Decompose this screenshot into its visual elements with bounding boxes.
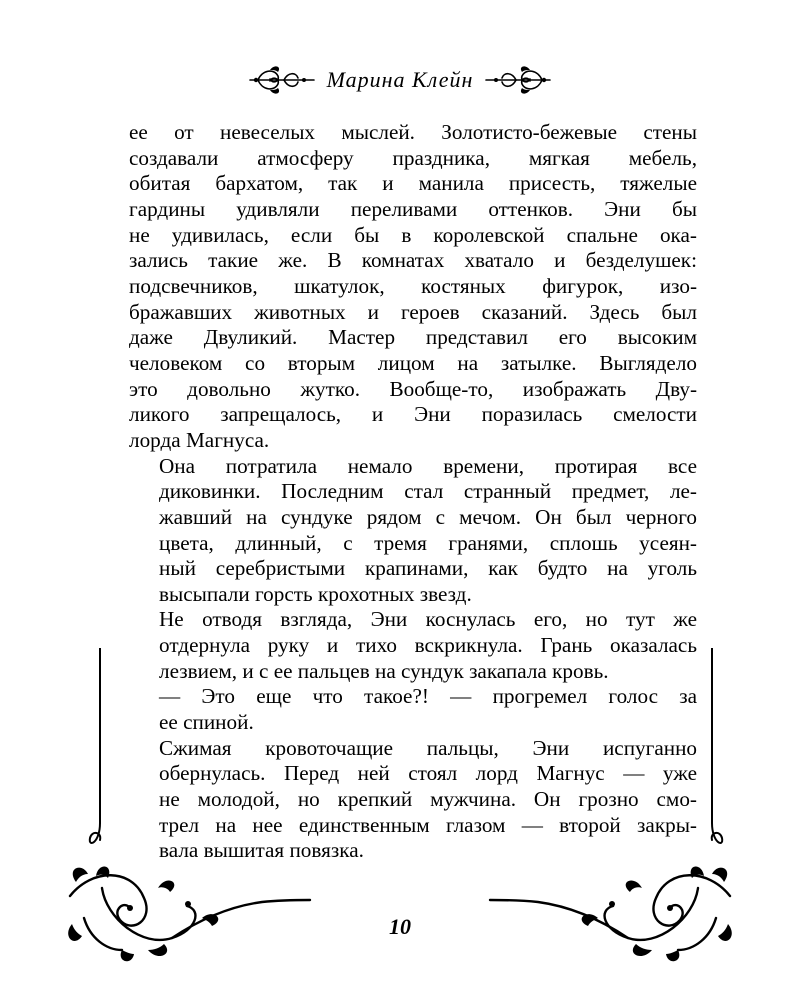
text-line: лезвием, и с ее пальцев на сундук закапала кровь. [159, 658, 609, 683]
text-line: бражавших животных и героев сказаний. Здесь был [129, 299, 697, 324]
paragraph [129, 454, 697, 608]
text-line: ный серебристыми крапинами, как будто на уголь [159, 556, 697, 581]
page-footer [0, 858, 800, 968]
text-line: подсвечников, шкатулок, костяных фигурок, изо- [129, 273, 697, 298]
text-line: ее спиной. [159, 710, 254, 735]
paragraph [129, 120, 697, 454]
text-line: гардины удивляли переливами оттенков. Эни бы [129, 196, 697, 221]
text-line: трел на нее единственным глазом — второй закры- [159, 812, 697, 837]
text-line: не удивилась, если бы в королевской спальне ока- [129, 222, 697, 247]
text-line: отдернула руку и тихо вскрикнула. Грань оказалась [159, 633, 697, 658]
text-line: лорда Магнуса. [129, 427, 270, 452]
paragraph [129, 736, 697, 864]
right-vine-ornament-icon [488, 858, 738, 968]
text-line: — Это еще что такое?! — прогремел голос за [159, 684, 697, 709]
text-line: даже Двуликий. Мастер представил его высоким [129, 325, 697, 350]
text-line: цвета, длинный, с тремя гранями, сплошь усеян- [159, 530, 697, 555]
text-line: ее от невеселых мыслей. Золотисто-бежевые стены [129, 120, 697, 144]
paragraph [129, 684, 697, 735]
text-line: Не отводя взгляда, Эни коснулась его, но тут же [159, 607, 697, 632]
text-line: диковинки. Последним стал странный предмет, ле- [159, 479, 697, 504]
text-line: жавший на сундуке рядом с мечом. Он был черного [159, 504, 697, 529]
left-vine-ornament-icon [62, 858, 312, 968]
text-line: ликого запрещалось, и Эни поразилась смелости [129, 402, 697, 427]
text-line: обитая бархатом, так и манила присесть, тяжелые [129, 171, 697, 196]
text-line: это довольно жутко. Вообще-то, изображать Дву- [129, 376, 697, 401]
text-line: высыпали горсть крохотных звезд. [159, 581, 472, 606]
author-name: Марина Клейн [326, 67, 474, 92]
text-line: создавали атмосферу праздника, мягкая мебель, [129, 145, 697, 170]
right-frame-ornament-icon [700, 648, 724, 860]
left-frame-ornament-icon [88, 648, 112, 860]
text-line: обернулась. Перед ней стоял лорд Магнус — уже [159, 761, 697, 786]
text-line: Она потратила немало времени, протирая все [159, 453, 697, 478]
text-line: Сжимая кровоточащие пальцы, Эни испуганно [159, 735, 697, 760]
paragraph [129, 607, 697, 684]
page-body-text [129, 120, 697, 864]
text-line: зались такие же. В комнатах хватало и безделушек: [129, 248, 697, 273]
text-line: вала вышитая повязка. [159, 838, 364, 863]
running-header [0, 62, 800, 98]
right-flourish-icon [482, 62, 552, 98]
text-line: не молодой, но крепкий мужчина. Он грозно смо- [159, 787, 697, 812]
page-number: 10 [389, 914, 411, 939]
text-line: человеком со вторым лицом на затылке. Выглядело [129, 350, 697, 375]
